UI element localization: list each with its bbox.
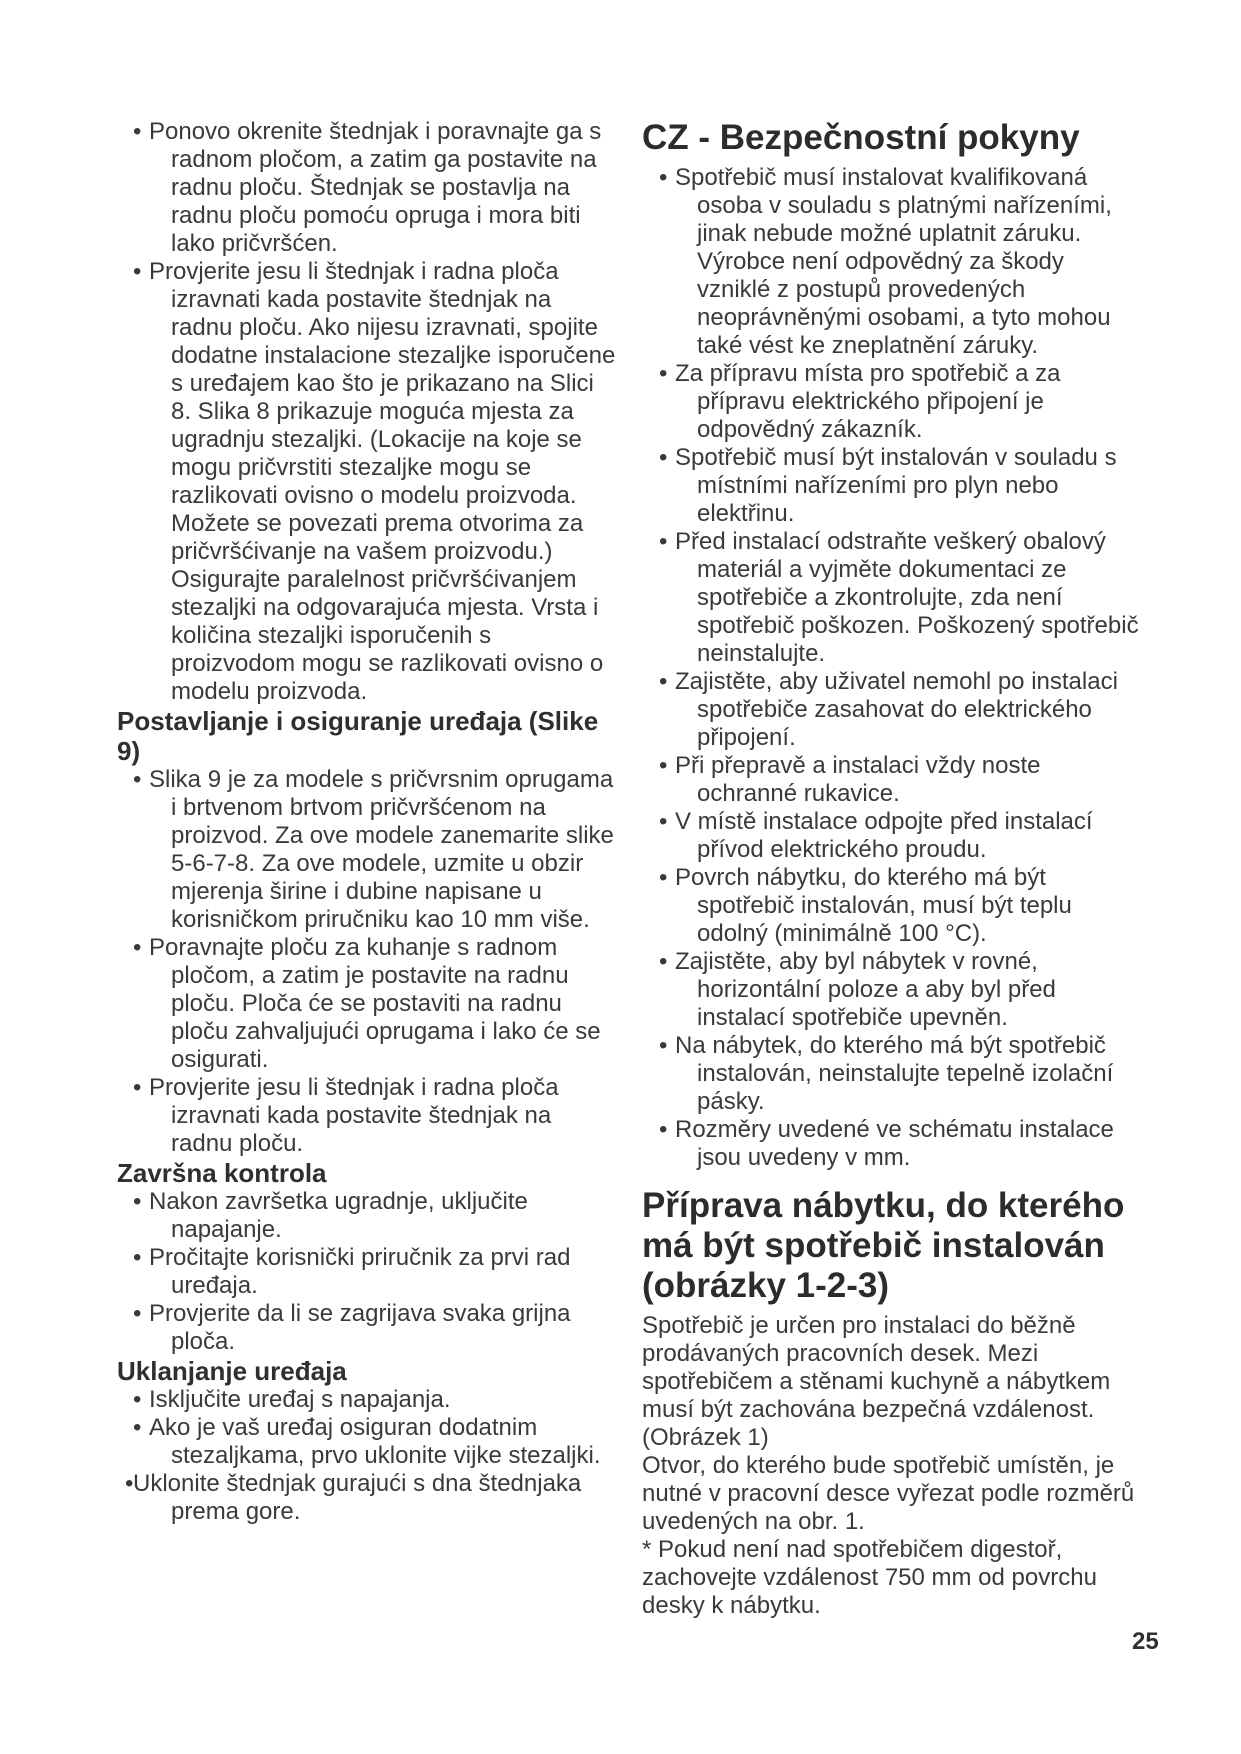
list-item: • Provjerite jesu li štednjak i radna ploča izravnati kada postavite štednjak na radnu ploču. Ako nijesu izravnati, spojite dodatne instalacione stezaljke isporučene s uređajem kao što je prikazano na Slici 8. Slika 8 prikazuje moguća mjesta za ugradnju stezaljki. (Lokacije na koje se mogu pričvrstiti stezaljke mogu se razlikovati ovisno o modelu proizvoda. Možete se povezati prema otvorima za pričvršćivanje na vašem proizvodu.) Osigurajte paralelnost pričvršćivanjem stezaljki na odgovarajuća mjesta. Vrsta i količina stezaljki isporučenih s proizvodom mogu se razlikovati ovisno o modelu proizvoda.	[117, 258, 617, 706]
list-item: • Spotřebič musí být instalován v souladu s místními nařízeními pro plyn nebo elektřinu.	[642, 444, 1142, 528]
list-item: • Poravnajte ploču za kuhanje s radnom pločom, a zatim je postavite na radnu ploču. Ploča će se postaviti na radnu ploču zahvaljujući oprugama i lako će se osigurati.	[117, 934, 617, 1074]
section-heading: Završna kontrola	[117, 1158, 327, 1188]
paragraph: Spotřebič je určen pro instalaci do běžně prodávaných pracovních desek. Mezi spotřebičem a stěnami kuchyně a nábytkem musí být zachována bezpečná vzdálenost. (Obrázek 1)	[642, 1312, 1111, 1451]
section-heading: Uklanjanje uređaja	[117, 1356, 347, 1386]
final-check-list	[117, 1188, 617, 1356]
list-item: • Provjerite da li se zagrijava svaka grijna ploča.	[117, 1300, 617, 1356]
list-item: • Provjerite jesu li štednjak i radna ploča izravnati kada postavite štednjak na radnu ploču.	[117, 1074, 617, 1158]
section-title: Příprava nábytku, do kterého má být spotřebič instalován (obrázky 1-2-3)	[642, 1186, 1125, 1305]
paragraph: Otvor, do kterého bude spotřebič umístěn, je nutné v pracovní desce vyřezat podle rozměrů uvedených na obr. 1.	[642, 1452, 1135, 1535]
list-item: • Spotřebič musí instalovat kvalifikovaná osoba v souladu s platnými nařízeními, jinak nebude možné uplatnit záruku. Výrobce není odpovědný za škody vzniklé z postupů provedených neoprávněnými osobami, a tyto mohou také vést ke zneplatnění záruky.	[642, 164, 1142, 360]
left-column	[117, 118, 617, 1526]
list-item: • Před instalací odstraňte veškerý obalový materiál a vyjměte dokumentaci ze spotřebiče a zkontrolujte, zda není spotřebič poškozen. Poškozený spotřebič neinstalujte.	[642, 528, 1142, 668]
list-item: • Isključite uređaj s napajanja.	[117, 1386, 617, 1414]
mounting-list	[117, 766, 617, 1158]
right-column	[642, 118, 1142, 1620]
list-item: • Zajistěte, aby byl nábytek v rovné, horizontální poloze a aby byl před instalací spotřebiče upevněn.	[642, 948, 1142, 1032]
list-item: • Nakon završetka ugradnje, uključite napajanje.	[117, 1188, 617, 1244]
list-item: • Při přepravě a instalaci vždy noste ochranné rukavice.	[642, 752, 1142, 808]
list-item: • Rozměry uvedené ve schématu instalace jsou uvedeny v mm.	[642, 1116, 1142, 1172]
list-item: • Povrch nábytku, do kterého má být spotřebič instalován, musí být teplu odolný (minimálně 100 °C).	[642, 864, 1142, 948]
page-title: CZ - Bezpečnostní pokyny	[642, 118, 1080, 157]
installation-list	[117, 118, 617, 706]
page-number: 25	[1132, 1628, 1159, 1655]
section-heading: Postavljanje i osiguranje uređaja (Slike 9)	[117, 706, 599, 766]
list-item: • Na nábytek, do kterého má být spotřebič instalován, neinstalujte tepelně izolační pásky.	[642, 1032, 1142, 1116]
list-item: • Pročitajte korisnički priručnik za prvi rad uređaja.	[117, 1244, 617, 1300]
list-item: • V místě instalace odpojte před instalací přívod elektrického proudu.	[642, 808, 1142, 864]
list-item: • Slika 9 je za modele s pričvrsnim oprugama i brtvenom brtvom pričvršćenom na proizvod. Za ove modele zanemarite slike 5-6-7-8. Za ove modele, uzmite u obzir mjerenja širine i dubine napisane u korisničkom priručniku kao 10 mm više.	[117, 766, 617, 934]
removal-list	[117, 1386, 617, 1526]
paragraph: * Pokud není nad spotřebičem digestoř, zachovejte vzdálenost 750 mm od povrchu desky k nábytku.	[642, 1536, 1097, 1619]
list-item: • Ponovo okrenite štednjak i poravnajte ga s radnom pločom, a zatim ga postavite na radnu ploču. Štednjak se postavlja na radnu ploču pomoću opruga i mora biti lako pričvršćen.	[117, 118, 617, 258]
list-item: • Uklonite štednjak gurajući s dna štednjaka prema gore.	[117, 1470, 617, 1526]
safety-list	[642, 164, 1142, 1172]
list-item: • Zajistěte, aby uživatel nemohl po instalaci spotřebiče zasahovat do elektrického připojení.	[642, 668, 1142, 752]
list-item: • Za přípravu místa pro spotřebič a za přípravu elektrického připojení je odpovědný zákazník.	[642, 360, 1142, 444]
list-item: • Ako je vaš uređaj osiguran dodatnim stezaljkama, prvo uklonite vijke stezaljki.	[117, 1414, 617, 1470]
